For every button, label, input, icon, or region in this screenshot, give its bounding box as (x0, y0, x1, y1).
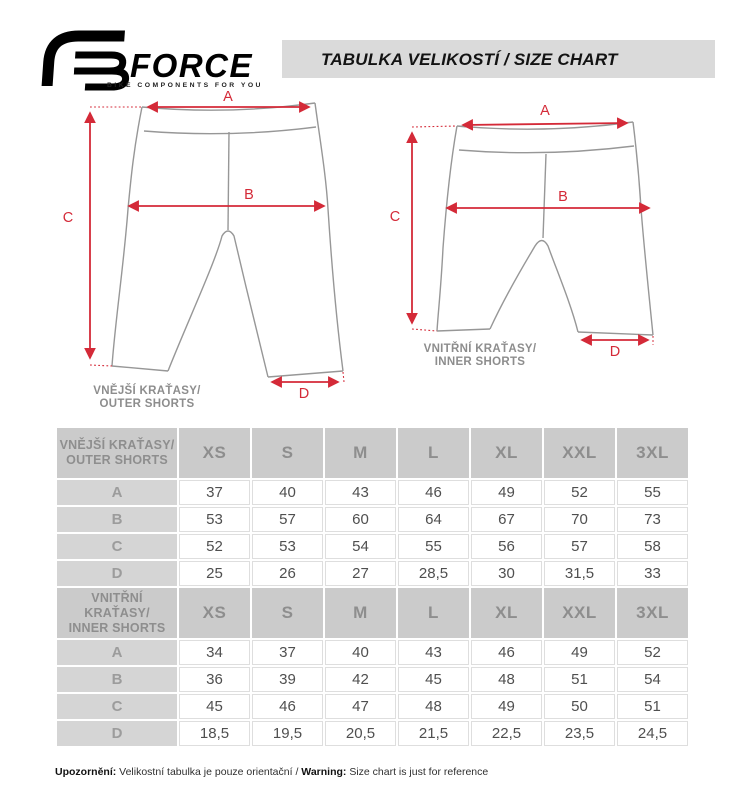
row-label: B (57, 507, 177, 532)
size-header: XL (471, 428, 542, 478)
value-cell: 55 (398, 534, 469, 559)
dim-d-label: D (298, 386, 310, 402)
value-cell: 39 (252, 667, 323, 692)
brand-wordmark: FORCE (130, 47, 253, 84)
inner-shorts-diagram (385, 96, 695, 376)
value-cell: 52 (179, 534, 250, 559)
footer-note (55, 766, 488, 778)
value-cell: 73 (617, 507, 688, 532)
footer-note-cs-label: Upozornění: (55, 766, 117, 778)
value-cell: 54 (617, 667, 688, 692)
value-cell: 23,5 (544, 721, 615, 746)
brand-tagline: BIKE COMPONENTS FOR YOU (107, 82, 263, 89)
dim-c-label: C (389, 209, 401, 225)
size-header: L (398, 428, 469, 478)
value-cell: 49 (544, 640, 615, 665)
row-label: D (57, 561, 177, 586)
table-row (57, 721, 688, 746)
force-logo (34, 26, 282, 92)
size-header: 3XL (617, 428, 688, 478)
table-row (57, 640, 688, 665)
value-cell: 52 (617, 640, 688, 665)
value-cell: 51 (617, 694, 688, 719)
size-header: XXL (544, 428, 615, 478)
table-row (57, 507, 688, 532)
value-cell: 28,5 (398, 561, 469, 586)
size-header: XL (471, 588, 542, 638)
footer-note-en: Size chart is just for reference (346, 766, 489, 778)
value-cell: 49 (471, 480, 542, 505)
table-row (57, 534, 688, 559)
row-label: A (57, 480, 177, 505)
size-header: S (252, 588, 323, 638)
size-header: S (252, 428, 323, 478)
inner-shorts-outline (437, 122, 653, 335)
page-title: TABULKA VELIKOSTÍ / SIZE CHART (321, 50, 618, 69)
dim-a-label: A (223, 89, 233, 105)
value-cell: 46 (398, 480, 469, 505)
value-cell: 25 (179, 561, 250, 586)
value-cell: 45 (179, 694, 250, 719)
size-header: XS (179, 428, 250, 478)
dim-a-label: A (540, 103, 550, 119)
inner-shorts-caption-line1: VNITŘNÍ KRAŤASY/ (423, 343, 537, 355)
size-chart-table (55, 426, 690, 748)
value-cell: 45 (398, 667, 469, 692)
value-cell: 26 (252, 561, 323, 586)
value-cell: 54 (325, 534, 396, 559)
dim-b-label: B (558, 189, 568, 205)
outer-shorts-outline (112, 103, 343, 377)
table-row (57, 694, 688, 719)
section-header-outer: VNĚJŠÍ KRAŤASY/ OUTER SHORTS (57, 428, 177, 478)
value-cell: 19,5 (252, 721, 323, 746)
outer-shorts-diagram (55, 85, 390, 425)
value-cell: 18,5 (179, 721, 250, 746)
table-row (57, 667, 688, 692)
outer-shorts-caption-line1: VNĚJŠÍ KRAŤASY/ (93, 385, 201, 397)
size-header: M (325, 428, 396, 478)
row-label: A (57, 640, 177, 665)
value-cell: 48 (471, 667, 542, 692)
value-cell: 30 (471, 561, 542, 586)
size-header: XXL (544, 588, 615, 638)
value-cell: 64 (398, 507, 469, 532)
value-cell: 42 (325, 667, 396, 692)
section-header-inner: VNITŘNÍ KRAŤASY/ INNER SHORTS (57, 588, 177, 638)
value-cell: 37 (179, 480, 250, 505)
value-cell: 53 (179, 507, 250, 532)
value-cell: 22,5 (471, 721, 542, 746)
value-cell: 24,5 (617, 721, 688, 746)
row-label: B (57, 667, 177, 692)
footer-note-en-label: Warning: (301, 766, 347, 778)
value-cell: 46 (252, 694, 323, 719)
value-cell: 70 (544, 507, 615, 532)
table-header-row-inner (57, 588, 688, 638)
value-cell: 46 (471, 640, 542, 665)
value-cell: 52 (544, 480, 615, 505)
value-cell: 48 (398, 694, 469, 719)
value-cell: 67 (471, 507, 542, 532)
size-header: L (398, 588, 469, 638)
value-cell: 57 (544, 534, 615, 559)
value-cell: 55 (617, 480, 688, 505)
value-cell: 58 (617, 534, 688, 559)
value-cell: 21,5 (398, 721, 469, 746)
value-cell: 27 (325, 561, 396, 586)
value-cell: 56 (471, 534, 542, 559)
outer-shorts-caption-line2: OUTER SHORTS (99, 398, 195, 410)
value-cell: 31,5 (544, 561, 615, 586)
value-cell: 50 (544, 694, 615, 719)
inner-shorts-caption-line2: INNER SHORTS (434, 356, 526, 368)
size-header: 3XL (617, 588, 688, 638)
value-cell: 20,5 (325, 721, 396, 746)
value-cell: 43 (325, 480, 396, 505)
value-cell: 49 (471, 694, 542, 719)
value-cell: 43 (398, 640, 469, 665)
value-cell: 53 (252, 534, 323, 559)
row-label: C (57, 534, 177, 559)
footer-note-cs: Velikostní tabulka je pouze orientační / (116, 766, 302, 778)
value-cell: 40 (252, 480, 323, 505)
value-cell: 57 (252, 507, 323, 532)
value-cell: 37 (252, 640, 323, 665)
value-cell: 33 (617, 561, 688, 586)
value-cell: 51 (544, 667, 615, 692)
value-cell: 40 (325, 640, 396, 665)
value-cell: 60 (325, 507, 396, 532)
table-row (57, 480, 688, 505)
dim-b-label: B (244, 187, 254, 203)
dim-c-label: C (62, 210, 74, 226)
value-cell: 34 (179, 640, 250, 665)
outer-dimension-arrows (63, 89, 344, 402)
dim-d-label: D (609, 344, 621, 360)
inner-dimension-arrows (390, 103, 653, 360)
table-header-row-outer (57, 428, 688, 478)
row-label: C (57, 694, 177, 719)
table-row (57, 561, 688, 586)
row-label: D (57, 721, 177, 746)
value-cell: 47 (325, 694, 396, 719)
size-header: XS (179, 588, 250, 638)
value-cell: 36 (179, 667, 250, 692)
size-header: M (325, 588, 396, 638)
